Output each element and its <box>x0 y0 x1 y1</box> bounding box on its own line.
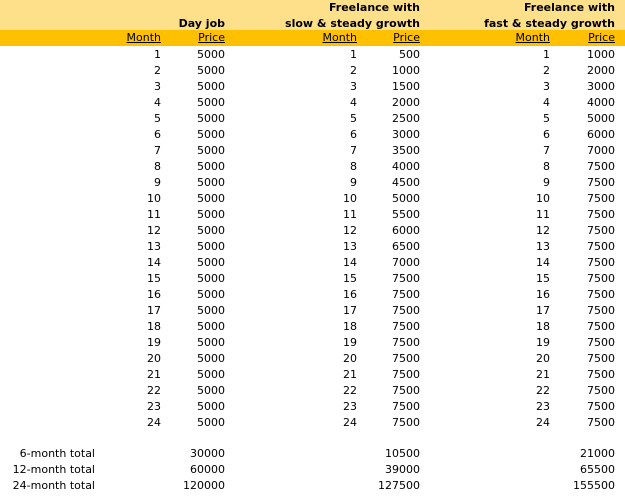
day-job-price-cell: 5000 <box>197 48 225 61</box>
day-job-month-cell: 12 <box>147 224 161 237</box>
fast-price-cell: 7500 <box>587 256 615 269</box>
day-job-month-cell: 20 <box>147 352 161 365</box>
fast-month-cell: 16 <box>536 288 550 301</box>
fast-price-cell: 7500 <box>587 160 615 173</box>
slow-price-cell: 5500 <box>392 208 420 221</box>
day-job-month-cell: 24 <box>147 416 161 429</box>
fast-month-cell: 20 <box>536 352 550 365</box>
slow-growth-title-line-2: slow & steady growth <box>285 17 420 30</box>
slow-month-cell: 9 <box>350 176 357 189</box>
slow-price-cell: 7500 <box>392 320 420 333</box>
slow-month-cell: 2 <box>350 64 357 77</box>
slow-month-cell: 8 <box>350 160 357 173</box>
slow-price-cell: 7500 <box>392 336 420 349</box>
day-job-month-cell: 1 <box>154 48 161 61</box>
day-job-month-cell: 23 <box>147 400 161 413</box>
slow-price-header: Price <box>393 31 420 44</box>
slow-price-cell: 6500 <box>392 240 420 253</box>
fast-month-cell: 21 <box>536 368 550 381</box>
fast-month-cell: 24 <box>536 416 550 429</box>
slow-month-cell: 5 <box>350 112 357 125</box>
slow-price-cell: 3000 <box>392 128 420 141</box>
slow-price-cell: 500 <box>399 48 420 61</box>
fast-month-cell: 8 <box>543 160 550 173</box>
slow-price-cell: 7000 <box>392 256 420 269</box>
fast-month-cell: 18 <box>536 320 550 333</box>
day-job-total-cell: 120000 <box>183 479 225 492</box>
slow-month-cell: 16 <box>343 288 357 301</box>
fast-price-cell: 7500 <box>587 240 615 253</box>
day-job-month-cell: 14 <box>147 256 161 269</box>
fast-total-cell: 65500 <box>580 463 615 476</box>
fast-total-cell: 21000 <box>580 447 615 460</box>
day-job-month-cell: 15 <box>147 272 161 285</box>
slow-month-cell: 19 <box>343 336 357 349</box>
slow-month-cell: 3 <box>350 80 357 93</box>
day-job-title: Day job <box>178 17 225 30</box>
slow-price-cell: 4000 <box>392 160 420 173</box>
slow-total-cell: 10500 <box>385 447 420 460</box>
slow-price-cell: 5000 <box>392 192 420 205</box>
fast-price-cell: 7500 <box>587 224 615 237</box>
day-job-price-cell: 5000 <box>197 176 225 189</box>
slow-price-cell: 7500 <box>392 352 420 365</box>
day-job-price-cell: 5000 <box>197 256 225 269</box>
fast-month-cell: 7 <box>543 144 550 157</box>
fast-price-cell: 7500 <box>587 192 615 205</box>
day-job-month-cell: 4 <box>154 96 161 109</box>
day-job-price-header: Price <box>198 31 225 44</box>
day-job-month-cell: 2 <box>154 64 161 77</box>
day-job-price-cell: 5000 <box>197 64 225 77</box>
day-job-month-header: Month <box>126 31 161 44</box>
day-job-price-cell: 5000 <box>197 368 225 381</box>
fast-month-cell: 19 <box>536 336 550 349</box>
fast-growth-title-line-1: Freelance with <box>523 1 615 14</box>
day-job-price-cell: 5000 <box>197 192 225 205</box>
slow-month-cell: 6 <box>350 128 357 141</box>
day-job-price-cell: 5000 <box>197 208 225 221</box>
slow-price-cell: 7500 <box>392 416 420 429</box>
slow-month-cell: 13 <box>343 240 357 253</box>
fast-month-cell: 15 <box>536 272 550 285</box>
day-job-price-cell: 5000 <box>197 144 225 157</box>
fast-price-cell: 7500 <box>587 272 615 285</box>
day-job-month-cell: 9 <box>154 176 161 189</box>
slow-month-cell: 4 <box>350 96 357 109</box>
fast-month-cell: 6 <box>543 128 550 141</box>
fast-month-header: Month <box>515 31 550 44</box>
fast-price-cell: 7500 <box>587 208 615 221</box>
slow-price-cell: 1000 <box>392 64 420 77</box>
day-job-month-cell: 16 <box>147 288 161 301</box>
slow-price-cell: 7500 <box>392 400 420 413</box>
fast-price-cell: 7500 <box>587 416 615 429</box>
slow-total-cell: 39000 <box>385 463 420 476</box>
slow-month-cell: 24 <box>343 416 357 429</box>
slow-price-cell: 7500 <box>392 272 420 285</box>
day-job-price-cell: 5000 <box>197 384 225 397</box>
day-job-price-cell: 5000 <box>197 112 225 125</box>
fast-price-cell: 7500 <box>587 400 615 413</box>
slow-month-cell: 1 <box>350 48 357 61</box>
slow-price-cell: 6000 <box>392 224 420 237</box>
fast-price-cell: 7500 <box>587 176 615 189</box>
day-job-month-cell: 13 <box>147 240 161 253</box>
slow-month-cell: 7 <box>350 144 357 157</box>
fast-price-cell: 7500 <box>587 352 615 365</box>
fast-price-cell: 7500 <box>587 336 615 349</box>
slow-month-cell: 14 <box>343 256 357 269</box>
day-job-total-cell: 30000 <box>190 447 225 460</box>
day-job-price-cell: 5000 <box>197 304 225 317</box>
slow-price-cell: 7500 <box>392 304 420 317</box>
fast-price-cell: 7500 <box>587 368 615 381</box>
day-job-month-cell: 17 <box>147 304 161 317</box>
slow-growth-title-line-1: Freelance with <box>328 1 420 14</box>
fast-price-cell: 7500 <box>587 384 615 397</box>
slow-price-cell: 2500 <box>392 112 420 125</box>
day-job-price-cell: 5000 <box>197 224 225 237</box>
day-job-month-cell: 10 <box>147 192 161 205</box>
day-job-month-cell: 8 <box>154 160 161 173</box>
slow-price-cell: 2000 <box>392 96 420 109</box>
fast-price-cell: 7500 <box>587 320 615 333</box>
fast-price-cell: 3000 <box>587 80 615 93</box>
day-job-price-cell: 5000 <box>197 336 225 349</box>
slow-month-cell: 22 <box>343 384 357 397</box>
slow-month-cell: 11 <box>343 208 357 221</box>
day-job-price-cell: 5000 <box>197 400 225 413</box>
day-job-month-cell: 21 <box>147 368 161 381</box>
fast-month-cell: 3 <box>543 80 550 93</box>
day-job-price-cell: 5000 <box>197 80 225 93</box>
fast-price-cell: 6000 <box>587 128 615 141</box>
slow-price-cell: 7500 <box>392 384 420 397</box>
day-job-price-cell: 5000 <box>197 320 225 333</box>
fast-price-cell: 1000 <box>587 48 615 61</box>
fast-month-cell: 10 <box>536 192 550 205</box>
day-job-month-cell: 18 <box>147 320 161 333</box>
day-job-price-cell: 5000 <box>197 352 225 365</box>
fast-price-cell: 7500 <box>587 304 615 317</box>
day-job-month-cell: 6 <box>154 128 161 141</box>
day-job-price-cell: 5000 <box>197 416 225 429</box>
fast-price-cell: 2000 <box>587 64 615 77</box>
fast-month-cell: 11 <box>536 208 550 221</box>
slow-month-cell: 23 <box>343 400 357 413</box>
fast-month-cell: 14 <box>536 256 550 269</box>
fast-month-cell: 12 <box>536 224 550 237</box>
fast-growth-title-line-2: fast & steady growth <box>484 17 615 30</box>
fast-month-cell: 9 <box>543 176 550 189</box>
fast-month-cell: 4 <box>543 96 550 109</box>
fast-price-cell: 4000 <box>587 96 615 109</box>
day-job-price-cell: 5000 <box>197 240 225 253</box>
fast-month-cell: 5 <box>543 112 550 125</box>
total-label: 6-month total <box>19 447 95 460</box>
slow-month-cell: 15 <box>343 272 357 285</box>
day-job-total-cell: 60000 <box>190 463 225 476</box>
slow-price-cell: 7500 <box>392 368 420 381</box>
slow-price-cell: 1500 <box>392 80 420 93</box>
slow-price-cell: 3500 <box>392 144 420 157</box>
slow-price-cell: 7500 <box>392 288 420 301</box>
fast-month-cell: 22 <box>536 384 550 397</box>
slow-total-cell: 127500 <box>378 479 420 492</box>
slow-month-cell: 17 <box>343 304 357 317</box>
fast-month-cell: 17 <box>536 304 550 317</box>
day-job-month-cell: 7 <box>154 144 161 157</box>
day-job-month-cell: 5 <box>154 112 161 125</box>
fast-price-cell: 7000 <box>587 144 615 157</box>
fast-total-cell: 155500 <box>573 479 615 492</box>
day-job-month-cell: 11 <box>147 208 161 221</box>
slow-month-cell: 12 <box>343 224 357 237</box>
fast-price-cell: 7500 <box>587 288 615 301</box>
total-label: 12-month total <box>12 463 95 476</box>
day-job-price-cell: 5000 <box>197 160 225 173</box>
day-job-price-cell: 5000 <box>197 96 225 109</box>
day-job-month-cell: 22 <box>147 384 161 397</box>
slow-month-cell: 20 <box>343 352 357 365</box>
fast-month-cell: 23 <box>536 400 550 413</box>
day-job-price-cell: 5000 <box>197 128 225 141</box>
fast-price-cell: 5000 <box>587 112 615 125</box>
fast-month-cell: 1 <box>543 48 550 61</box>
slow-month-cell: 10 <box>343 192 357 205</box>
slow-month-cell: 18 <box>343 320 357 333</box>
day-job-price-cell: 5000 <box>197 288 225 301</box>
fast-month-cell: 2 <box>543 64 550 77</box>
fast-price-header: Price <box>588 31 615 44</box>
slow-month-header: Month <box>322 31 357 44</box>
slow-price-cell: 4500 <box>392 176 420 189</box>
total-label: 24-month total <box>12 479 95 492</box>
fast-month-cell: 13 <box>536 240 550 253</box>
day-job-month-cell: 3 <box>154 80 161 93</box>
day-job-month-cell: 19 <box>147 336 161 349</box>
day-job-price-cell: 5000 <box>197 272 225 285</box>
slow-month-cell: 21 <box>343 368 357 381</box>
